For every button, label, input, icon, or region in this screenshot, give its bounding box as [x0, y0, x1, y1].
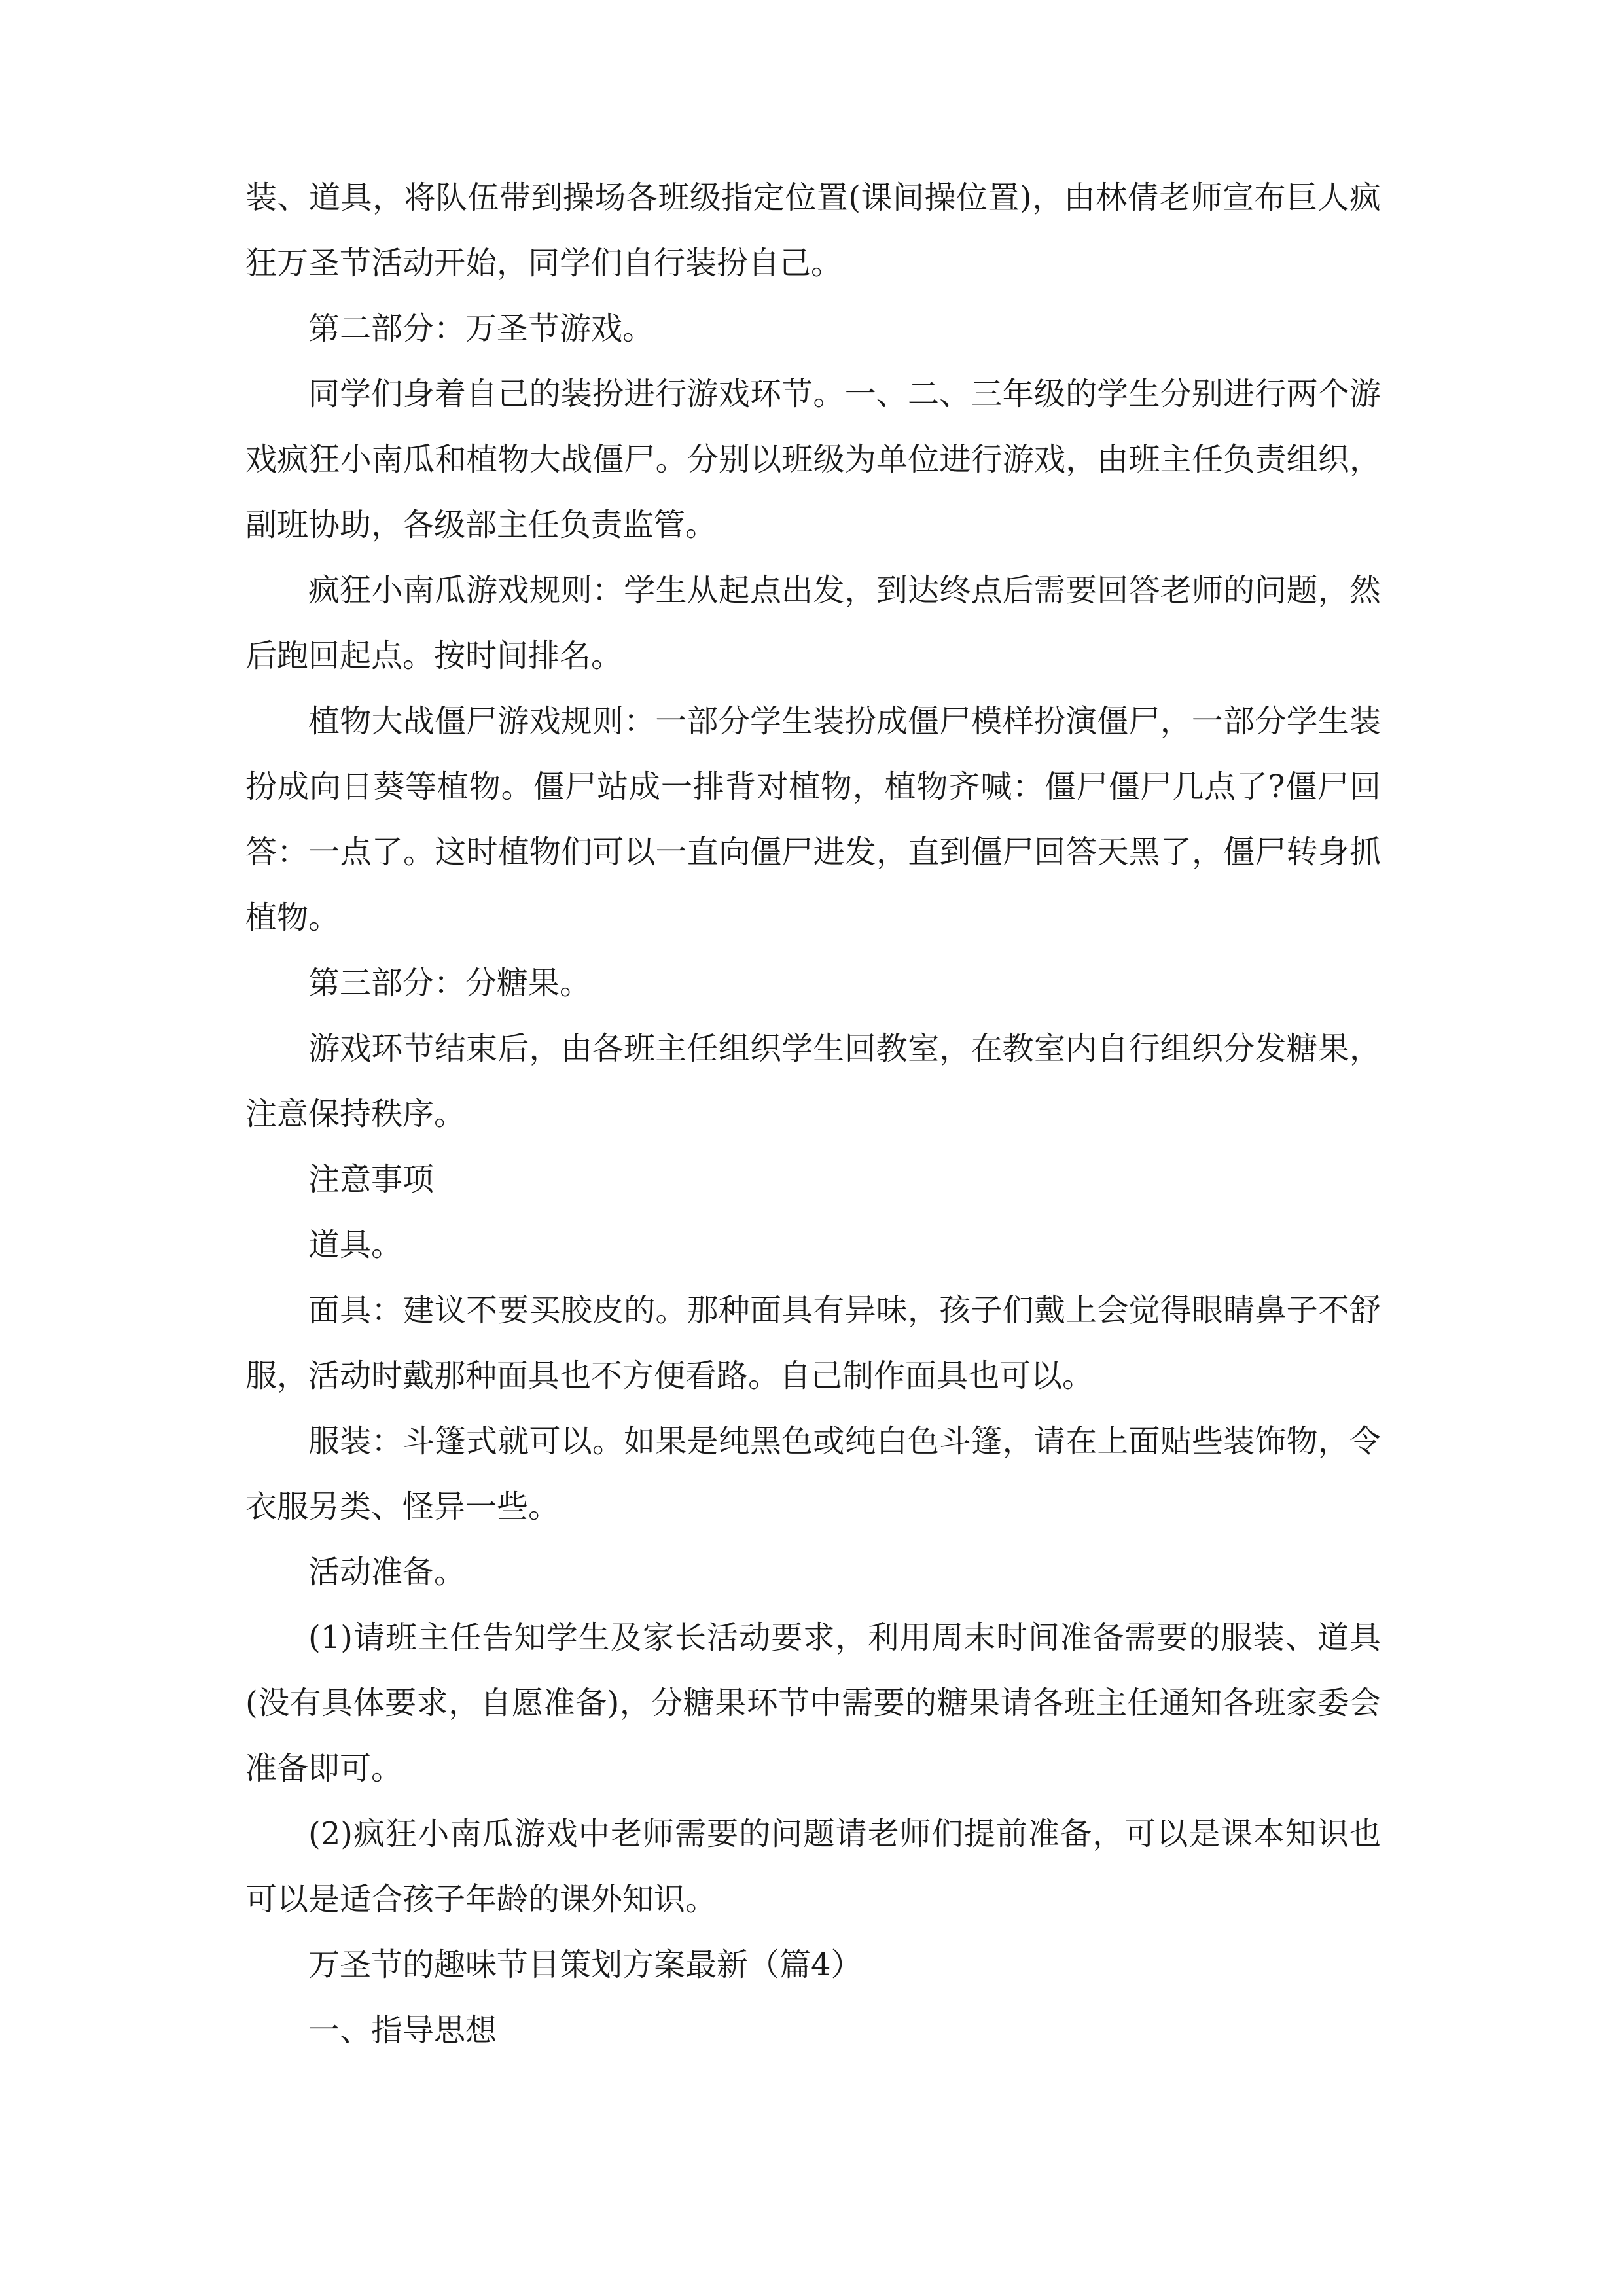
paragraph-masks: 面具：建议不要买胶皮的。那种面具有异味，孩子们戴上会觉得眼睛鼻子不舒服，活动时戴那种面具也不方便看路。自己制作面具也可以。	[245, 1292, 1381, 1394]
heading-guiding-principle: 一、指导思想	[308, 2012, 497, 2049]
paragraph-candy: 游戏环节结束后，由各班主任组织学生回教室，在教室内自行组织分发糖果，注意保持秩序。	[245, 1030, 1381, 1132]
paragraph-costumes: 服装：斗篷式就可以。如果是纯黑色或纯白色斗篷，请在上面贴些装饰物，令衣服另类、怪异一些。	[245, 1423, 1381, 1525]
paragraph-preparation-2: (2)疯狂小南瓜游戏中老师需要的问题请老师们提前准备，可以是课本知识也可以是适合孩子年龄的课外知识。	[245, 1816, 1381, 1918]
heading-part-three: 第三部分：分糖果。	[308, 965, 592, 1001]
paragraph-zombie-rules: 植物大战僵尸游戏规则：一部分学生装扮成僵尸模样扮演僵尸，一部分学生装扮成向日葵等植物。僵尸站成一排背对植物，植物齐喊：僵尸僵尸几点了?僵尸回答：一点了。这时植物们可以一直向僵尸进发，直到僵尸回答天黑了，僵尸转身抓植物。	[245, 703, 1381, 936]
paragraph-game-session: 同学们身着自己的装扮进行游戏环节。一、二、三年级的学生分别进行两个游戏疯狂小南瓜和植物大战僵尸。分别以班级为单位进行游戏，由班主任负责组织，副班协助，各级部主任负责监管。	[245, 376, 1381, 543]
heading-props: 道具。	[308, 1227, 403, 1263]
heading-part-two: 第二部分：万圣节游戏。	[308, 310, 654, 347]
heading-notes: 注意事项	[308, 1161, 435, 1198]
heading-preparation: 活动准备。	[308, 1554, 466, 1590]
document-body	[245, 165, 1381, 2063]
paragraph-pumpkin-rules: 疯狂小南瓜游戏规则：学生从起点出发，到达终点后需要回答老师的问题，然后跑回起点。按时间排名。	[245, 572, 1381, 674]
paragraph-preparation-1: (1)请班主任告知学生及家长活动要求，利用周末时间准备需要的服装、道具(没有具体要求，自愿准备)，分糖果环节中需要的糖果请各班主任通知各班家委会准备即可。	[245, 1619, 1381, 1787]
section-title-part-4: 万圣节的趣味节目策划方案最新（篇4）	[308, 1946, 863, 1983]
paragraph-costume-continuation: 装、道具，将队伍带到操场各班级指定位置(课间操位置)，由林倩老师宣布巨人疯狂万圣节活动开始，同学们自行装扮自己。	[245, 179, 1381, 281]
